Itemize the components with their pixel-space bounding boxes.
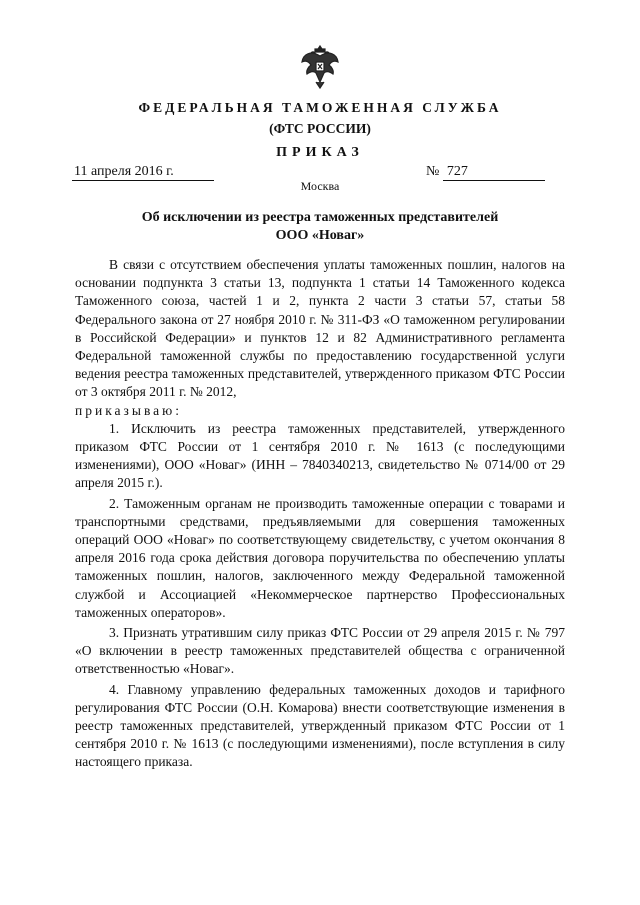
order-item-1: 1. Исключить из реестра таможенных представителей, утвержденного приказом ФТС России от 1 сентября 2010 г. № 1613 (с последующими изменениями), ООО «Новаг» (ИНН – 7840340213, свидетельство № 0714/00 от 29 апреля 2015 г.). (75, 420, 565, 491)
order-title-company: ООО «Новаг» (275, 228, 365, 243)
agency-short-name: (ФТС РОССИИ) (269, 121, 371, 136)
agency-name: ФЕДЕРАЛЬНАЯ ТАМОЖЕННАЯ СЛУЖБА (138, 100, 502, 115)
order-body (75, 256, 565, 772)
order-item-2: 2. Таможенным органам не производить таможенные операции с товарами и транспортными средствами, предъявляемыми для совершения таможенных операций ООО «Новаг» по соответствующему свидетельству, с учетом окончания 8 апреля 2016 года срока действия договора поручительства по обеспечению уплаты таможенных пошлин, налогов, заключенного между Федеральной таможенной службой и Ассоциацией «Некоммерческое партнерство Профессиональных таможенных операторов». (75, 495, 565, 620)
order-item-4: 4. Главному управлению федеральных таможенных доходов и тарифного регулирования ФТС России (О.Н. Комарова) внести соответствующие изменения в реестр таможенных представителей, утвержденный приказом ФТС России от 1 сентября 2010 г. № 1613 (с последующими изменениями), после вступления в силу настоящего приказа. (75, 681, 565, 770)
order-word: приказываю: (75, 402, 182, 418)
order-date: 11 апреля 2016 г. (72, 164, 214, 181)
order-number-value: 727 (443, 164, 545, 181)
order-title: Об исключении из реестра таможенных представителей (141, 210, 499, 225)
order-item-3: 3. Признать утратившим силу приказ ФТС России от 29 апреля 2015 г. № 797 «О включении в реестр таможенных представителей общества с ограниченной ответственностью «Новаг». (75, 625, 565, 677)
number-sign: № (426, 164, 440, 179)
document-type: ПРИКАЗ (276, 145, 364, 160)
preamble-paragraph: В связи с отсутствием обеспечения уплаты таможенных пошлин, налогов на основании подпункта 3 статьи 13, подпункта 1 статьи 14 Таможенного кодекса Таможенного союза, частей 1 и 2, пункта 2 части 3 статьи 57, статьи 58 Федерального закона от 27 ноября 2010 г. № 311-ФЗ «О таможенном регулировании в Российской Федерации» и пунктов 12 и 82 Административного регламента Федеральной таможенной службы по предоставлению государственной услуги ведения реестра таможенных представителей, утвержденного приказом ФТС России от 3 октября 2011 г. № 2012, (75, 257, 565, 400)
double-headed-eagle-icon (299, 40, 341, 90)
city: Москва (300, 179, 340, 193)
